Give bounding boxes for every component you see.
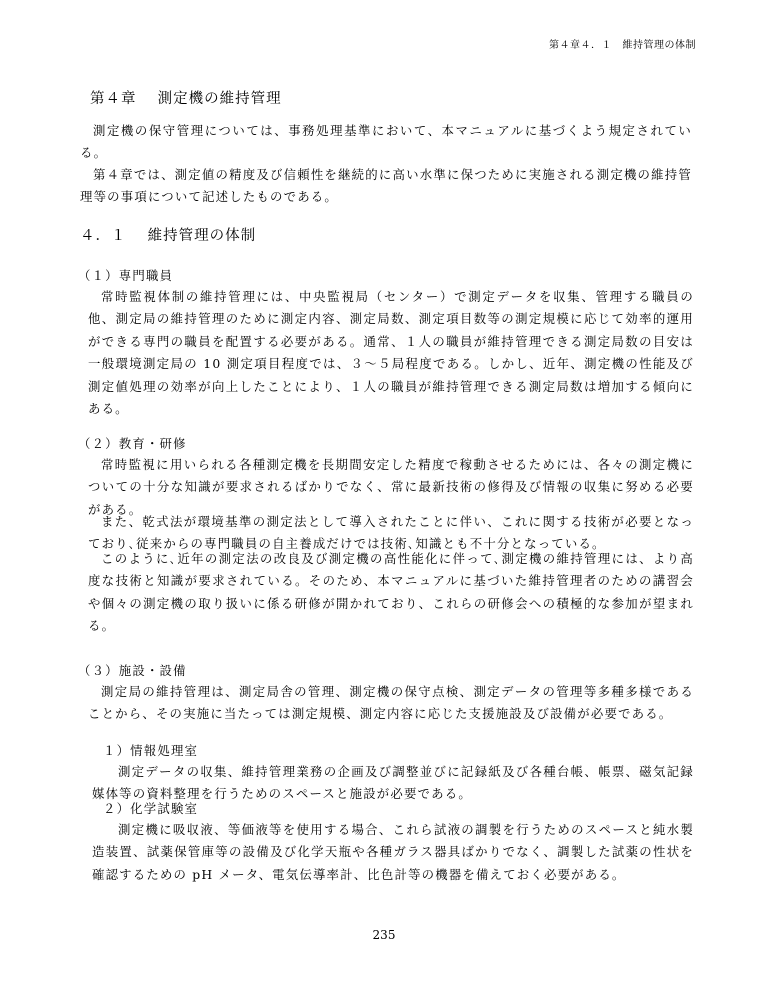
subsection-heading-training: （２）教育・研修 — [78, 436, 187, 451]
training-paragraph-1: 常時監視に用いられる各種測定機を長期間安定した精度で稼動させるためには、各々の測定機についての十分な知識が要求されるばかりでなく、常に最新技術の修得及び情報の収集に努める必要がある。 — [88, 457, 694, 517]
running-header: 第４章４．１ 維持管理の体制 — [549, 40, 696, 51]
item-paragraph-chem-lab: 測定機に吸収液、等価液等を使用する場合、これら試液の調製を行うためのスペースと純水製造装置、試薬保管庫等の設備及び化学天瓶や各種ガラス器具ばかりでなく、調製した試薬の性状を確認するための pH メータ、電気伝導率計、比色計等の機器を備えておく必要がある。 — [92, 822, 694, 882]
item-heading-info-room: １）情報処理室 — [103, 743, 199, 758]
staff-paragraph: 常時監視体制の維持管理には、中央監視局（センター）で測定データを収集、管理する職員の他、測定局の維持管理のために測定内容、測定局数、測定項目数等の測定規模に応じて効率的運用ができる専門の職員を配置する必要がある。通常、１人の職員が維持管理できる測定局数の目安は一般環境測定局の 10 測定項目程度では、３～５局程度である。しかし、近年、測定機の性能及び測定値処理の効率が向上したことにより、１人の職員が維持管理できる測定局数は増加する傾向にある。 — [88, 289, 694, 417]
item-paragraph-info-room: 測定データの収集、維持管理業務の企画及び調整並びに記録紙及び各種台帳、帳票、磁気記録媒体等の資料整理を行うためのスペースと施設が必要である。 — [92, 764, 694, 802]
training-paragraph-3: このように､近年の測定法の改良及び測定機の高性能化に伴って､測定機の維持管理には、より高度な技術と知識が要求されている。そのため、本マニュアルに基づいた維持管理者のための講習会や個々の測定機の取り扱いに係る研修が開かれており、これらの研修会への積極的な参加が望まれる。 — [88, 551, 694, 634]
section-title: ４．１ 維持管理の体制 — [80, 228, 257, 244]
intro-paragraph-2: 第４章では、測定値の精度及び信頼性を継続的に高い水準に保つために実施される測定機の維持管理等の事項について記述したものである。 — [80, 167, 692, 205]
training-paragraph-2: また、乾式法が環境基準の測定法として導入されたことに伴い、これに関する技術が必要となっており､従来からの専門職員の自主養成だけでは技術､知識とも不十分となっている。 — [88, 514, 694, 552]
facilities-paragraph: 測定局の維持管理は、測定局舎の管理、測定機の保守点検、測定データの管理等多種多様であることから、その実施に当たっては測定規模、測定内容に応じた支援施設及び設備が必要である。 — [88, 684, 694, 722]
subsection-heading-staff: （１）専門職員 — [78, 268, 174, 283]
intro-paragraph-1: 測定機の保守管理については、事務処理基準において、本マニュアルに基づくよう規定されている。 — [80, 123, 692, 161]
subsection-heading-facilities: （３）施設・設備 — [78, 663, 187, 678]
chapter-title: 第４章 測定機の維持管理 — [90, 91, 282, 107]
item-heading-chem-lab: ２）化学試験室 — [103, 801, 199, 816]
page-number: 235 — [372, 928, 396, 942]
